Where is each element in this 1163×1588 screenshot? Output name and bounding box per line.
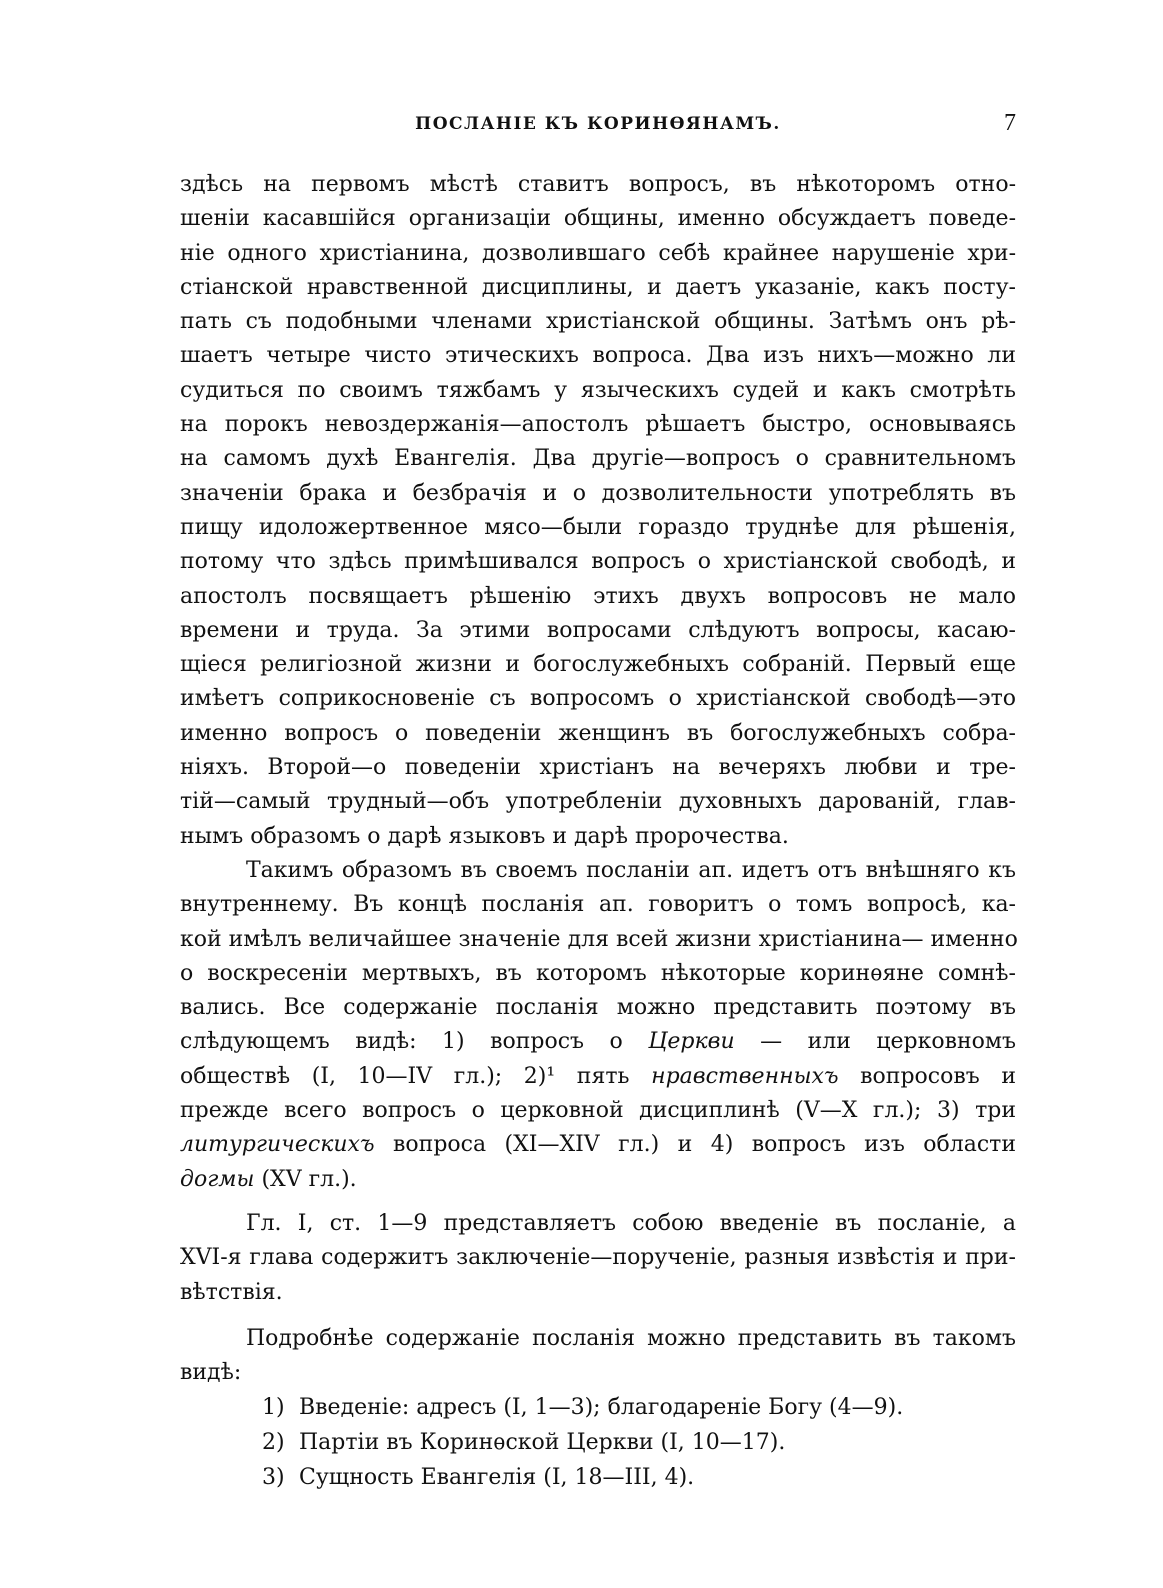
outline-item [180,1390,1016,1425]
outline-number: 1) [262,1395,285,1421]
text-line: видѣ: [180,1360,242,1386]
text-line: ніе одного христіанина, дозволившаго себѣ крайнее нарушеніе хри- [180,240,1016,266]
text-run: (XV гл.). [254,1166,357,1192]
outline-number: 3) [262,1465,285,1491]
outline-text: Введеніе: адресъ (I, 1—3); благодареніе Богу (4—9). [299,1395,904,1421]
outline-item [180,1460,1016,1495]
text-line: судиться по своимъ тяжбамъ у языческихъ судей и какъ смотрѣть [180,377,1016,403]
text-line: потому что здѣсь примѣшивался вопросъ о христіанской свободѣ, и [180,549,1016,575]
text-line: на самомъ духѣ Евангелія. Два другіе—вопросъ о сравнительномъ [180,446,1016,472]
text-line-mixed [180,1163,1016,1197]
italic-term: догмы [180,1166,255,1192]
paragraph-2 [180,854,1016,1197]
text-run: вопросовъ и [838,1063,1016,1089]
text-run: обществѣ (I, 10—IV гл.); 2)¹ пять [180,1063,652,1089]
text-line-mixed [180,1025,1016,1059]
text-line: апостолъ посвящаетъ рѣшенію этихъ двухъ вопросовъ не мало [180,583,1016,609]
text-line: пищу идоложертвенное мясо—были гораздо труднѣе для рѣшенія, [180,514,1016,540]
text-line: прежде всего вопросъ о церковной дисциплинѣ (V—X гл.); 3) три [180,1098,1016,1124]
text-line: вѣтствія. [180,1279,283,1305]
text-line: значеніи брака и безбрачія и о дозволительности употреблять въ [180,480,1016,506]
text-line: ніяхъ. Второй—о поведеніи христіанъ на вечеряхъ любви и тре- [180,755,1016,781]
text-line: тій—самый трудный—объ употребленіи духовныхъ дарованій, глав- [180,789,1016,815]
text-line: на порокъ невоздержанія—апостолъ рѣшаетъ быстро, основываясь [180,412,1016,438]
contents-outline [180,1390,1016,1495]
text-line: именно вопросъ о поведеніи женщинъ въ богослужебныхъ собра- [180,720,1016,746]
text-line: вались. Все содержаніе посланія можно представить поэтому въ [180,995,1016,1021]
italic-term: литургическихъ [180,1132,375,1158]
text-line-mixed [180,1060,1016,1094]
text-run: — или церковномъ [734,1029,1017,1055]
outline-item [180,1425,1016,1460]
outline-number: 2) [262,1430,285,1456]
text-line: здѣсь на первомъ мѣстѣ ставитъ вопросъ, въ нѣкоторомъ отно- [180,172,1016,197]
text-line: Подробнѣе содержаніе посланія можно представить въ такомъ [246,1325,1016,1351]
text-run: слѣдующемъ видѣ: 1) вопросъ о [180,1029,649,1055]
page-number: 7 [1004,110,1016,136]
text-line: XVI-я глава содержитъ заключеніе—порученіе, разныя извѣстія и при- [180,1245,1016,1271]
italic-term: Церкви [648,1029,735,1055]
text-line: Такимъ образомъ въ своемъ посланіи ап. идетъ отъ внѣшняго къ [246,857,1016,883]
text-line-mixed [180,1128,1016,1162]
text-line: внутреннему. Въ концѣ посланія ап. говоритъ о томъ вопросѣ, ка- [180,892,1016,918]
text-line: шаетъ четыре чисто этическихъ вопроса. Два изъ нихъ—можно ли [180,343,1016,369]
text-line: о воскресеніи мертвыхъ, въ которомъ нѣкоторые коринѳяне сомнѣ- [180,960,1016,986]
running-title: ПОСЛАНІЕ КЪ КОРИНѲЯНАМЪ. [415,114,781,134]
text-run: вопроса (XI—XIV гл.) и 4) вопросъ изъ области [374,1132,1016,1158]
text-line: времени и труда. За этими вопросами слѣдуютъ вопросы, касаю- [180,617,1016,643]
spacer [180,1310,1016,1322]
text-line: шеніи касавшійся организаціи общины, именно обсуждаетъ поведе- [180,206,1016,232]
paragraph-3 [180,1207,1016,1310]
text-line: кой имѣлъ величайшее значеніе для всей жизни христіанина— именно [180,926,1018,952]
text-line: имѣетъ соприкосновеніе съ вопросомъ о христіанской свободѣ—это [180,686,1016,712]
outline-text: Сущность Евангелія (I, 18—III, 4). [299,1465,695,1491]
text-line: пать съ подобными членами христіанской общины. Затѣмъ онъ рѣ- [180,309,1016,335]
text-line: щіеся религіозной жизни и богослужебныхъ собраній. Первый еще [180,652,1016,678]
italic-term: нравственныхъ [651,1063,839,1089]
body-text [180,168,1016,1495]
text-line: стіанской нравственной дисциплины, и даетъ указаніе, какъ посту- [180,274,1016,300]
text-line: нымъ образомъ о дарѣ языковъ и дарѣ пророчества. [180,823,789,849]
paragraph-1 [180,168,1016,854]
paragraph-4 [180,1322,1016,1391]
spacer [180,1197,1016,1207]
text-line: Гл. I, ст. 1—9 представляетъ собою введеніе въ посланіе, а [246,1210,1016,1236]
outline-text: Партіи въ Коринѳской Церкви (I, 10—17). [299,1430,786,1456]
running-head [180,110,1016,144]
